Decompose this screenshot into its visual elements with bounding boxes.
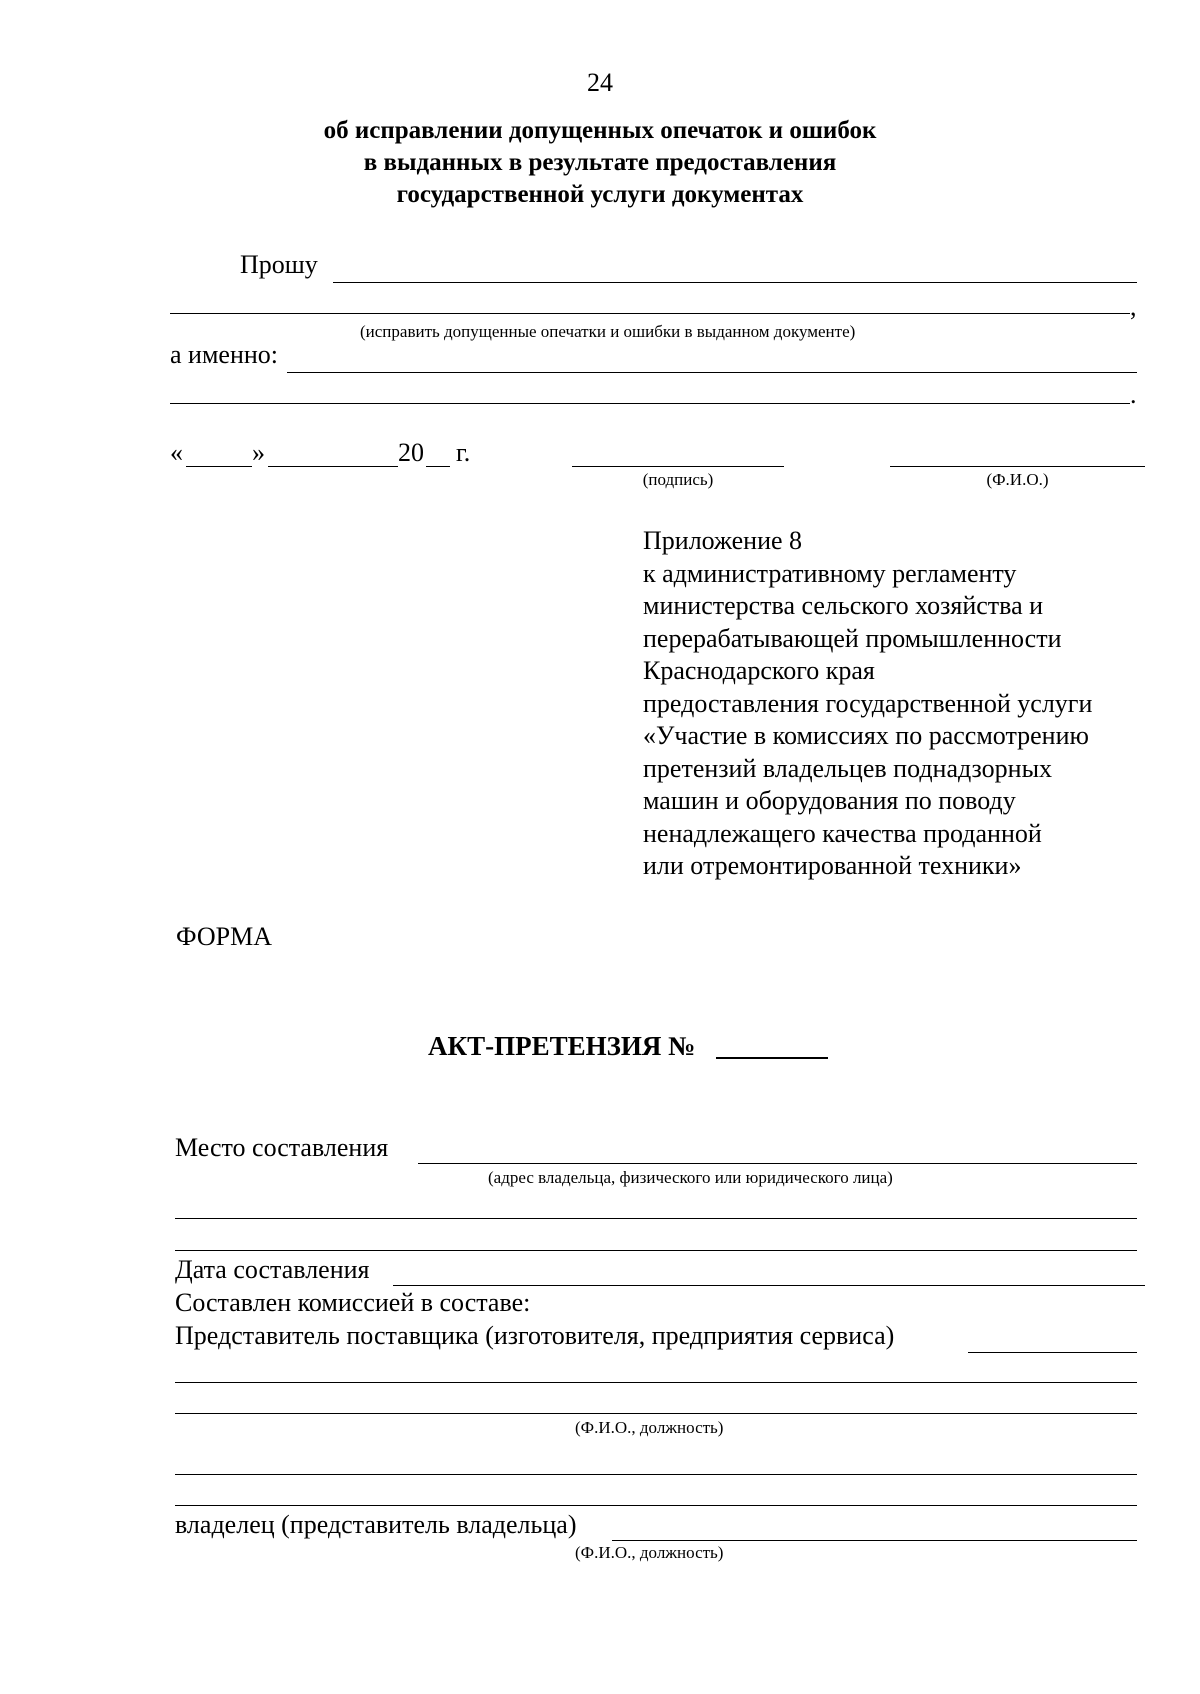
page-number: 24 — [587, 68, 613, 97]
supplier-field-line-5[interactable] — [175, 1505, 1137, 1506]
appendix-line: машин и оборудования по поводу — [643, 786, 1016, 815]
a-imenno-field[interactable] — [287, 372, 1137, 373]
prosh-field[interactable] — [333, 282, 1137, 283]
commission-label: Составлен комиссией в составе: — [175, 1288, 531, 1317]
date-label: Дата составления — [175, 1255, 370, 1284]
year-suffix: г. — [456, 438, 471, 467]
a-imenno-label: а именно: — [170, 340, 278, 369]
fio-field[interactable] — [890, 466, 1145, 467]
appendix-line: Приложение 8 — [643, 526, 803, 555]
heading-line-1: об исправлении допущенных опечаток и ошибок — [323, 117, 877, 144]
heading — [0, 115, 1200, 211]
appendix-line: к административному регламенту — [643, 558, 1017, 588]
heading-line-2: в выданных в результате предоставления — [363, 149, 837, 176]
period: . — [1130, 380, 1137, 409]
prosh-field-continued[interactable] — [170, 313, 1130, 314]
supplier-field-line-2[interactable] — [175, 1382, 1137, 1383]
year-prefix: 20 — [398, 438, 424, 467]
signature-hint: (подпись) — [642, 470, 714, 489]
place-label: Место составления — [175, 1133, 389, 1162]
appendix-line: «Участие в комиссиях по рассмотрению — [643, 721, 1089, 750]
appendix-line: предоставления государственной услуги — [643, 688, 1093, 718]
fix-hint: (исправить допущенные опечатки и ошибки в выданном документе) — [360, 322, 856, 341]
a-imenno-field-continued[interactable] — [170, 403, 1130, 404]
place-field-line-2[interactable] — [175, 1218, 1137, 1219]
supplier-field-line-3[interactable] — [175, 1413, 1137, 1414]
supplier-field-line-4[interactable] — [175, 1474, 1137, 1475]
date-close-quote: » — [252, 438, 265, 467]
heading-line-3: государственной услуги документах — [396, 181, 804, 208]
date-month-field[interactable] — [268, 466, 398, 467]
appendix-line: или отремонтированной техники» — [643, 851, 1022, 880]
place-field[interactable] — [418, 1163, 1137, 1164]
supplier-field[interactable] — [968, 1352, 1137, 1353]
appendix-line: претензий владельцев поднадзорных — [643, 753, 1053, 783]
act-title: АКТ-ПРЕТЕНЗИЯ № — [428, 1031, 696, 1061]
date-field[interactable] — [393, 1285, 1145, 1286]
fio-hint: (Ф.И.О.) — [986, 470, 1049, 489]
place-hint: (адрес владельца, физического или юридического лица) — [488, 1168, 893, 1187]
date-open-quote: « — [170, 438, 183, 467]
supplier-label: Представитель поставщика (изготовителя, предприятия сервиса) — [175, 1321, 895, 1350]
date-year-field[interactable] — [426, 466, 450, 467]
place-field-line-3[interactable] — [175, 1250, 1137, 1251]
prosh-label: Прошу — [240, 250, 318, 279]
appendix-line: перерабатывающей промышленности — [643, 623, 1062, 653]
owner-hint: (Ф.И.О., должность) — [575, 1543, 724, 1562]
owner-label: владелец (представитель владельца) — [175, 1510, 577, 1539]
forma-label: ФОРМА — [176, 922, 272, 951]
appendix-line: ненадлежащего качества проданной — [643, 818, 1042, 848]
appendix-line: Краснодарского края — [643, 656, 875, 685]
act-number-field[interactable] — [716, 1057, 828, 1059]
owner-field[interactable] — [612, 1540, 1137, 1541]
signature-field[interactable] — [572, 466, 784, 467]
appendix-block — [643, 525, 1092, 883]
supplier-hint: (Ф.И.О., должность) — [575, 1418, 724, 1437]
comma: , — [1130, 292, 1137, 321]
appendix-line: министерства сельского хозяйства и — [643, 591, 1044, 620]
date-day-field[interactable] — [186, 466, 252, 467]
